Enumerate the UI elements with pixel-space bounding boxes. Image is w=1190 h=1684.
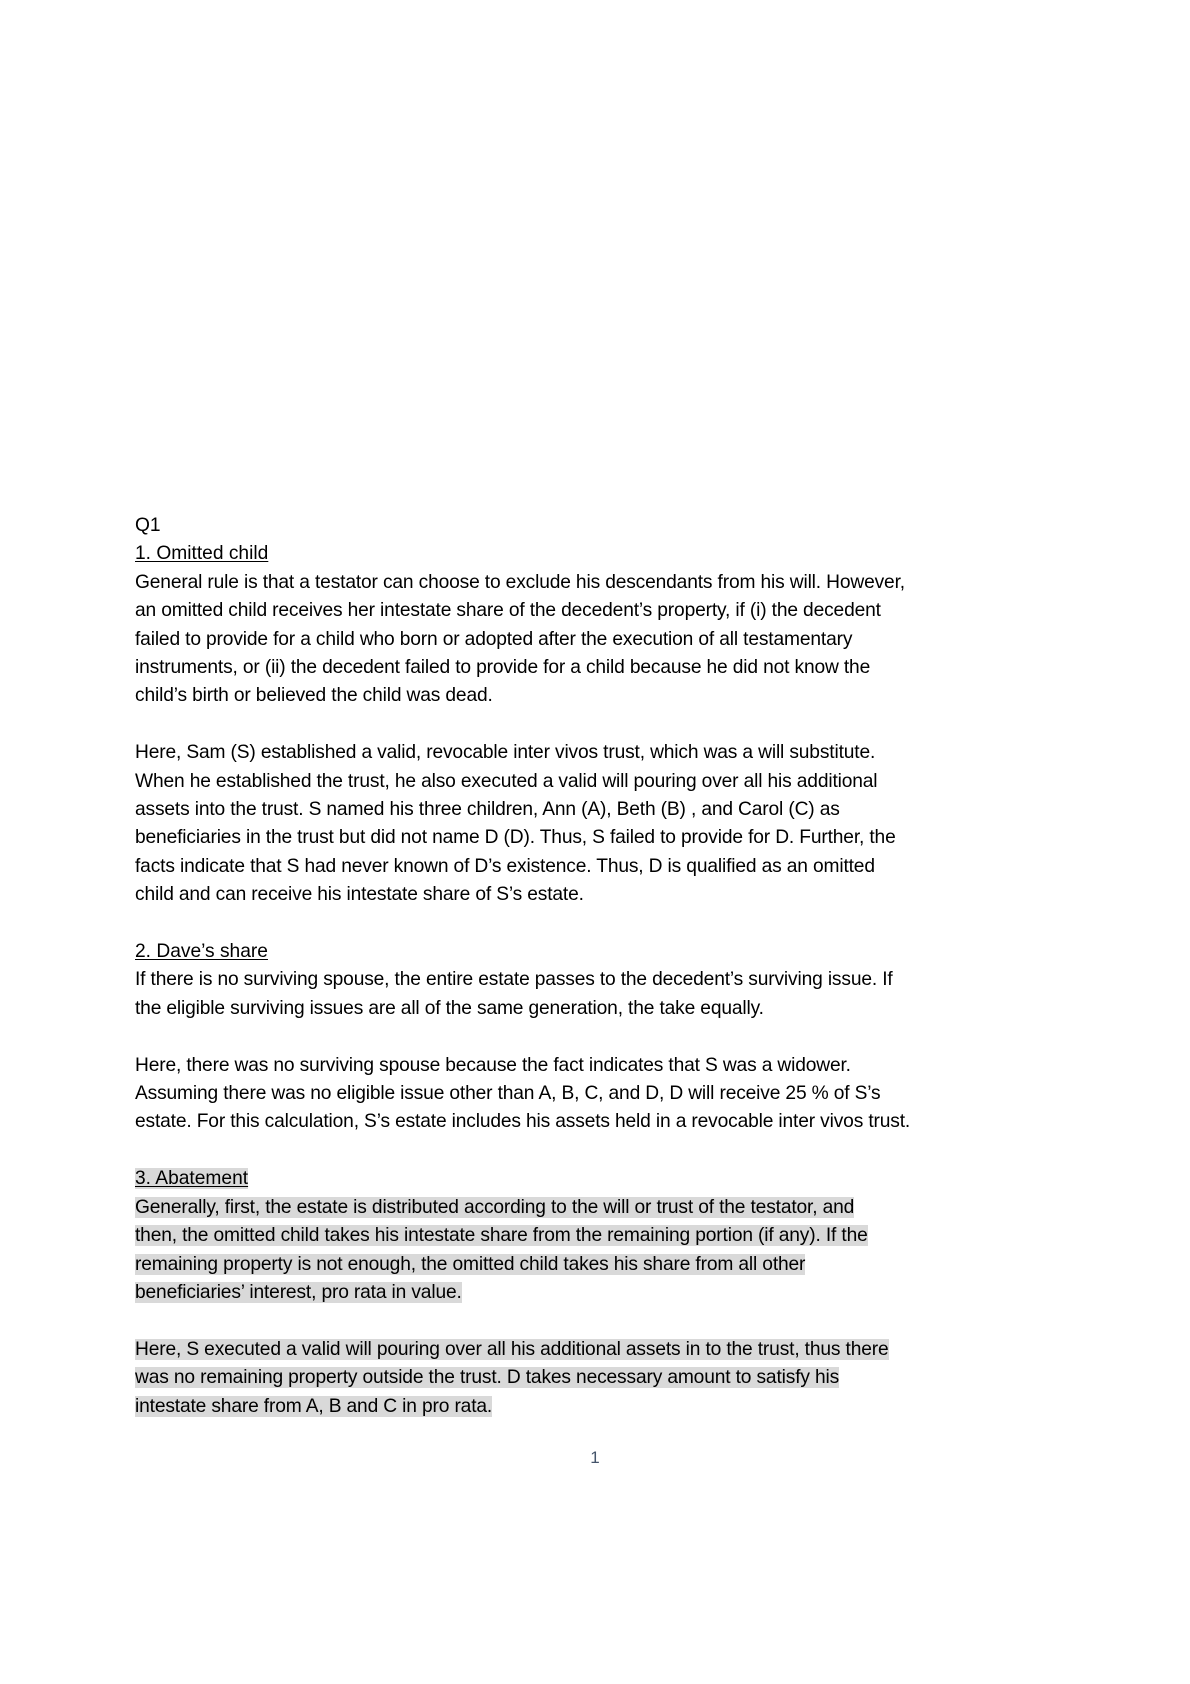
text-line-content: the eligible surviving issues are all of the same generation, the take equally. [135, 997, 764, 1019]
text-line-content: was no remaining property outside the trust. D takes necessary amount to satisfy his [135, 1367, 840, 1389]
text-line-content: an omitted child receives her intestate share of the decedent’s property, if (i) the decedent [135, 600, 881, 622]
paragraph-spacer [135, 1137, 987, 1165]
paragraph [135, 569, 987, 711]
text-line-content: remaining property is not enough, the omitted child takes his share from all other [135, 1253, 806, 1275]
text-line-content: facts indicate that S had never known of D’s existence. Thus, D is qualified as an omitted [135, 855, 875, 877]
text-line-content: Here, S executed a valid will pouring over all his additional assets in to the trust, thus there [135, 1338, 889, 1360]
text-line-content: Assuming there was no eligible issue other than A, B, C, and D, D will receive 25 % of S’s [135, 1083, 881, 1105]
text-line [135, 597, 987, 625]
text-line [135, 1194, 987, 1222]
sections-container [135, 540, 987, 1421]
text-line-content: beneficiaries in the trust but did not name D (D). Thus, S failed to provide for D. Further, the [135, 827, 896, 849]
text-line [135, 1052, 987, 1080]
document-body [135, 512, 987, 1421]
text-line [135, 1251, 987, 1279]
paragraph [135, 739, 987, 909]
text-line [135, 881, 987, 909]
text-line-content: intestate share from A, B and C in pro rata. [135, 1395, 493, 1417]
text-line [135, 768, 987, 796]
text-line-content: instruments, or (ii) the decedent failed to provide for a child because he did not know the [135, 657, 871, 679]
text-line [135, 853, 987, 881]
section-daves-share [135, 938, 987, 1165]
section-heading-abatement [135, 1165, 987, 1193]
text-line [135, 824, 987, 852]
section-heading-omitted-child [135, 540, 987, 568]
text-line [135, 1080, 987, 1108]
text-line [135, 1222, 987, 1250]
text-line [135, 654, 987, 682]
text-line-content: If there is no surviving spouse, the entire estate passes to the decedent’s surviving issue. If [135, 969, 893, 991]
paragraph-spacer [135, 711, 987, 739]
text-line [135, 682, 987, 710]
text-line [135, 1364, 987, 1392]
text-line [135, 626, 987, 654]
text-line [135, 739, 987, 767]
paragraph-spacer [135, 1023, 987, 1051]
text-line-content: child and can receive his intestate share of S’s estate. [135, 884, 584, 906]
text-line [135, 1279, 987, 1307]
document-title: Q1 [135, 515, 161, 536]
text-line-content: When he established the trust, he also executed a valid will pouring over all his additional [135, 770, 878, 792]
text-line [135, 995, 987, 1023]
text-line-content: assets into the trust. S named his three children, Ann (A), Beth (B) , and Carol (C) as [135, 799, 840, 821]
text-line-content: beneficiaries’ interest, pro rata in value. [135, 1281, 462, 1303]
text-line-content: Generally, first, the estate is distributed according to the will or trust of the testator, and [135, 1196, 855, 1218]
section-heading-text: 3. Abatement [135, 1168, 249, 1190]
paragraph [135, 1194, 987, 1308]
text-line [135, 1336, 987, 1364]
text-line-content: child’s birth or believed the child was dead. [135, 685, 493, 707]
section-omitted-child [135, 540, 987, 938]
section-heading-daves-share [135, 938, 987, 966]
text-line-content: Here, there was no surviving spouse because the fact indicates that S was a widower. [135, 1054, 851, 1076]
text-line [135, 1108, 987, 1136]
text-line [135, 966, 987, 994]
section-heading-text: 1. Omitted child [135, 543, 269, 565]
text-line-content: failed to provide for a child who born or adopted after the execution of all testamentary [135, 628, 853, 650]
section-heading-text: 2. Dave’s share [135, 941, 268, 963]
paragraph-spacer [135, 910, 987, 938]
text-line-content: then, the omitted child takes his intestate share from the remaining portion (if any). If the [135, 1225, 868, 1247]
text-line-content: General rule is that a testator can choose to exclude his descendants from his will. However, [135, 571, 905, 593]
text-line [135, 796, 987, 824]
text-line [135, 1393, 987, 1421]
paragraph-spacer [135, 1307, 987, 1335]
text-line [135, 569, 987, 597]
text-line-content: estate. For this calculation, S’s estate includes his assets held in a revocable inter vivos trust. [135, 1111, 911, 1133]
section-abatement [135, 1165, 987, 1421]
paragraph [135, 1052, 987, 1137]
text-line-content: Here, Sam (S) established a valid, revocable inter vivos trust, which was a will substitute. [135, 742, 876, 764]
paragraph [135, 966, 987, 1023]
paragraph [135, 1336, 987, 1421]
page-number-footer: 1 [590, 1448, 600, 1467]
